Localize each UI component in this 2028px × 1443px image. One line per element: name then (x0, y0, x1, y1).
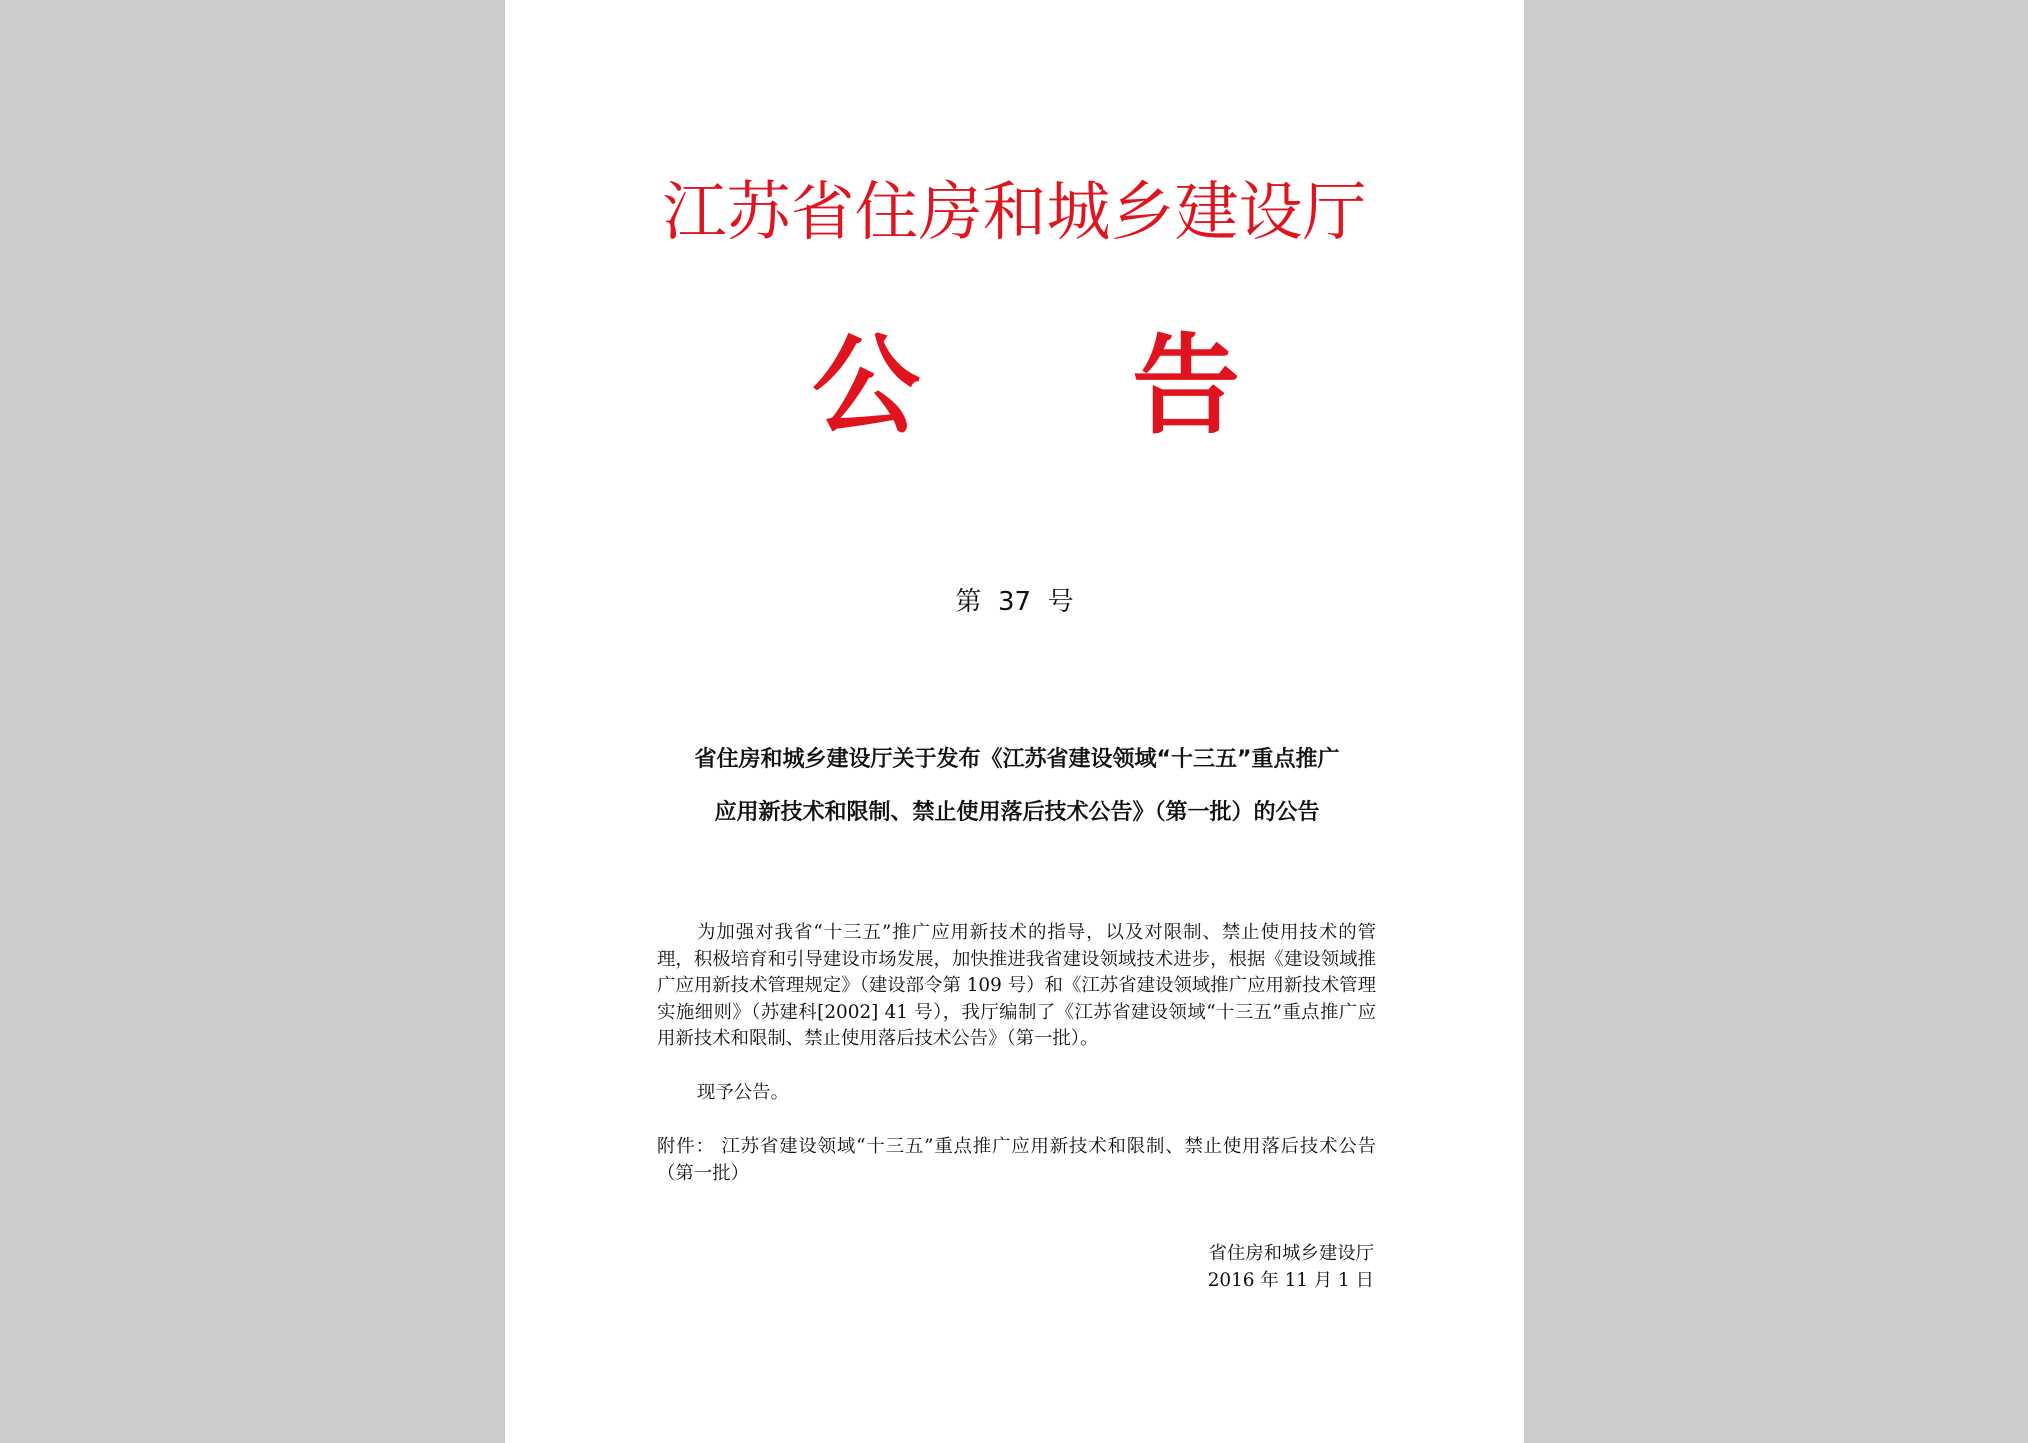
attachment-note (657, 1134, 1376, 1187)
subject-line-1: 省住房和城乡建设厅关于发布《江苏省建设领域“十三五”重点推广 (694, 747, 1340, 772)
body-paragraph-2 (657, 1080, 1376, 1107)
signature-date: 2016 年 11 月 1 日 (1207, 1270, 1374, 1291)
signature-block (657, 1240, 1374, 1294)
attachment-note-text: 附件： 江苏省建设领域“十三五”重点推广应用新技术和限制、禁止使用落后技术公告（第一批） (657, 1136, 1376, 1184)
subject-line-2: 应用新技术和限制、禁止使用落后技术公告》（第一批）的公告 (714, 800, 1320, 825)
issuer-header: 江苏省住房和城乡建设厅 (662, 176, 1367, 250)
doc-type-char-2: 告 (1132, 323, 1241, 449)
doc-type-char-1: 公 (812, 323, 921, 449)
body-paragraph-1 (657, 920, 1376, 1053)
body-paragraph-1-text: 为加强对我省“十三五”推广应用新技术的指导，以及对限制、禁止使用技术的管理，积极培育和引导建设市场发展，加快推进我省建设领域技术进步，根据《建设领域推广应用新技术管理规定》（建设部令第 109 号）和《江苏省建设领域推广应用新技术管理实施细则》（苏建科[2002] 41 号），我厅编制了《江苏省建设领域“十三五”重点推广应用新技术和限制、禁止使用落后技术公告》（第一批）。 (657, 922, 1376, 1049)
signature-org: 省住房和城乡建设厅 (1208, 1243, 1374, 1264)
document-page (505, 0, 1524, 1443)
body-paragraph-2-text: 现予公告。 (697, 1082, 789, 1103)
doc-number: 第 37 号 (955, 587, 1074, 617)
